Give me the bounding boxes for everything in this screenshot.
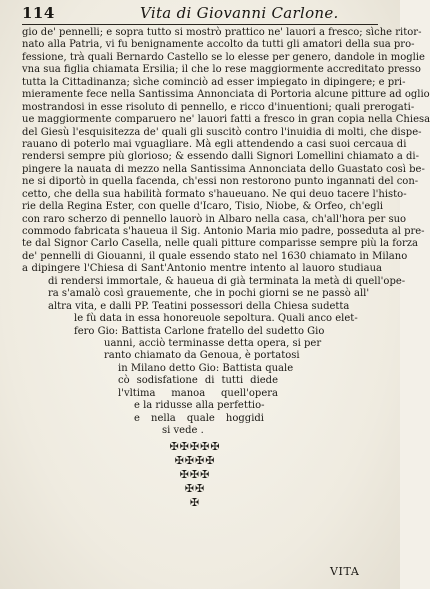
text-line: vna sua figlia chiamata Ersilia; il che lo rese maggiormente accreditato presso (22, 64, 421, 76)
text-line: ra s'amalò così grauemente, che in pochi giorni se ne passò all' (48, 288, 370, 300)
text-line: le fù data in essa honoreuole sepoltura. Quali anco elet- (74, 313, 358, 325)
text-line: ne si diportò in quella facenda, ch'essi non restorono punto ingannati del con- (22, 176, 419, 188)
text-line: fero Gio: Battista Carlone fratello del sudetto Gio (74, 325, 325, 337)
text-line: l'vltima manoa quell'opera (118, 387, 278, 399)
text-line: in Milano detto Gio: Battista quale (118, 362, 294, 374)
text-line: ranto chiamato da Genoua, è portatosi (104, 350, 300, 362)
cross-ornament-row: ✠✠✠ (179, 468, 211, 481)
text-line: del Giesù l'esquisitezza de' quali gli suscitò contro l'inuidia di molti, che dispe- (22, 126, 422, 138)
body-text (22, 27, 430, 437)
cross-ornament-row: ✠ (189, 496, 201, 509)
text-line: fessione, trà quali Bernardo Castello se lo elesse per genero, dandole in moglie (22, 51, 425, 63)
text-line: pingere la nauata di mezzo nella Santissima Annonciata dello Guastato così be- (22, 163, 425, 175)
text-line: con raro scherzo di pennello lauorò in Albaro nella casa, ch'all'hora per suo (22, 213, 407, 225)
text-line: altra vita, e dalli PP. Teatini possessori della Chiesa sudetta (48, 300, 350, 312)
text-line: e la ridusse alla perfettio- (134, 400, 265, 412)
cross-ornament-row: ✠✠✠✠ (174, 454, 216, 467)
running-title: Vita di Giovanni Carlone. (140, 4, 339, 22)
cross-ornament-row: ✠✠ (184, 482, 206, 495)
text-line: nato alla Patria, vi fu benignamente accolto da tutti gli amatori della sua pro- (22, 39, 415, 51)
text-line: ue maggiormente comparuero ne' lauori fatti a fresco in gran copia nella Chiesa (22, 114, 430, 126)
text-line: uanni, acciò terminasse detta opera, si per (104, 337, 322, 349)
catchword: VITA (330, 565, 360, 578)
text-line: cò sodisfatione di tutti diede (118, 375, 278, 387)
text-line: commodo fabricata s'haueua il Sig. Antonio Maria mio padre, posseduta al pre- (22, 226, 425, 237)
text-line: tutta la Cittadinanza; sìche cominciò ad esser impiegato in dipingere; e pri- (22, 76, 406, 88)
text-line: rauano di poterlo mai vguagliare. Mà egli attendendo a casi suoi cercaua di (22, 138, 407, 150)
text-line: cetto, che della sua habilità formato s'haueuano. Ne qui deuo tacere l'histo- (22, 188, 407, 200)
page-number: 114 (22, 4, 55, 22)
text-line: di rendersi immortale, & haueua di già terminata la metà di quell'ope- (48, 275, 406, 287)
text-line: e nella quale hoggidi (134, 412, 264, 424)
text-line: a dipingere l'Chiesa di Sant'Antonio mentre intento al lauoro studiaua (22, 263, 382, 275)
text-line: si vede . (162, 425, 204, 436)
text-line: rendersi sempre più glorioso; & essendo dalli Signori Lomellini chiamato a di- (22, 151, 419, 163)
page-header (22, 4, 378, 25)
cross-ornament-row: ✠✠✠✠✠ (169, 440, 221, 453)
text-line: mostrandosi in esse risoluto di pennello, e ricco d'inuentioni; quali prerogati- (22, 101, 415, 113)
text-line: mieramente fece nella Santissima Annonciata di Portoria alcune pitture ad oglio (22, 89, 430, 101)
text-line: de' pennelli di Giouanni, il quale essendo stato nel 1630 chiamato in Milano (22, 250, 408, 262)
text-line: gio de' pennelli; e sopra tutto si mostrò prattico ne' lauori a fresco; sìche ritor- (22, 27, 422, 38)
text-line: te dal Signor Carlo Casella, nelle quali pitture comparisse sempre più la forza (22, 238, 418, 250)
text-line: rie della Regina Ester, con quelle d'Icaro, Tisio, Niobe, & Orfeo, ch'egli (22, 201, 384, 213)
